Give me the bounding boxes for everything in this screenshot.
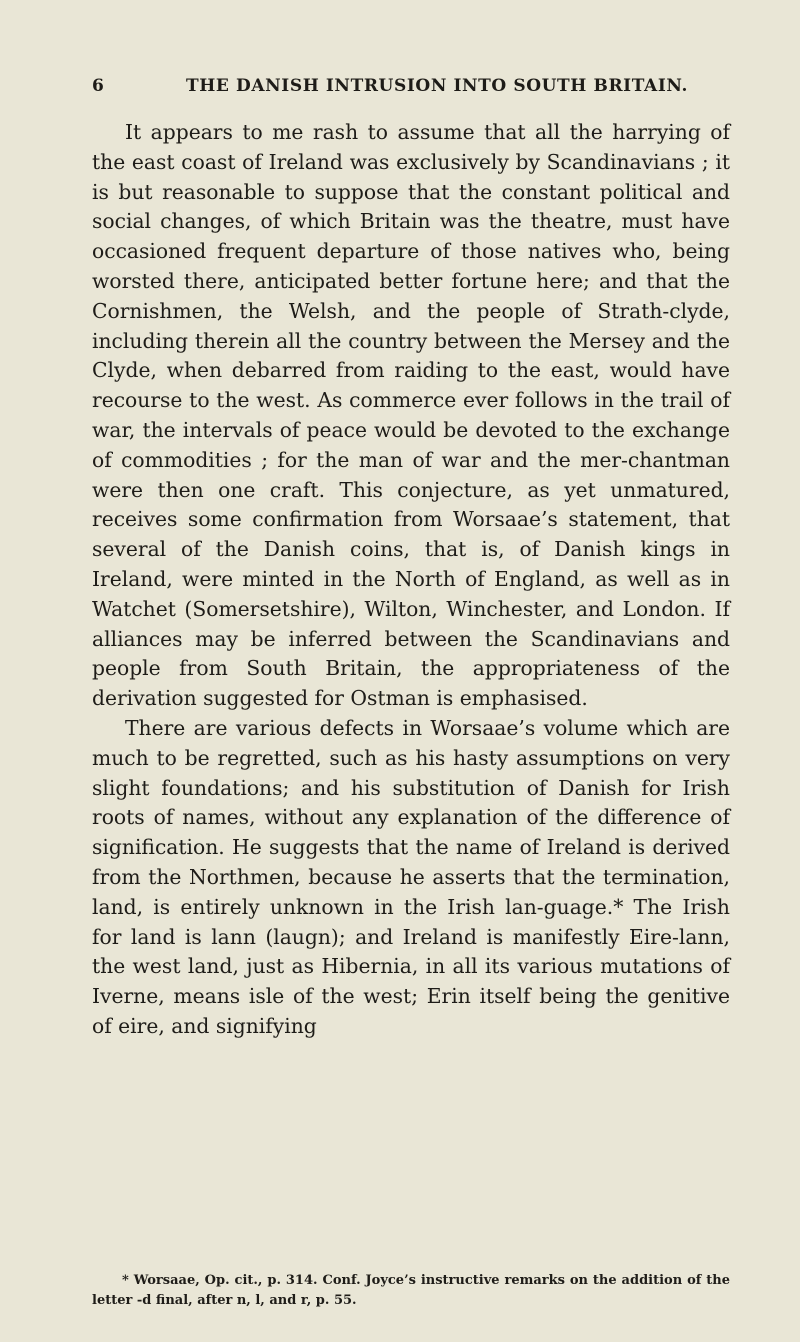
page-number: 6 [92,76,105,96]
page-header [92,76,732,106]
body-text [92,118,730,1042]
footnote [92,1271,730,1311]
paragraph-2: There are various defects in Worsaae’s volume which are much to be regretted, such as his hasty assumptions on very slight foundations; and his substitution of Danish for Irish roots of names, without any explanation of the difference of signification. He suggests that the name of Ireland is derived from the Northmen, because he asserts that the termination, land, is entirely unknown in the Irish lan-guage.* The Irish for land is lann (laugn); and Ireland is manifestly Eire-lann, the west land, just as Hibernia, in all its various mutations of Iverne, means isle of the west; Erin itself being the genitive of eire, and signifying [92,715,730,1038]
paragraph-1: It appears to me rash to assume that all the harrying of the east coast of Ireland was exclusively by Scandinavians ; it is but reasonable to suppose that the constant political and social changes, of which Britain was the theatre, must have occasioned frequent departure of those natives who, being worsted there, anticipated better fortune here; and that the Cornishmen, the Welsh, and the people of Strath-clyde, including therein all the country between the Mersey and the Clyde, when debarred from raiding to the east, would have recourse to the west. As commerce ever follows in the trail of war, the intervals of peace would be devoted to the exchange of commodities ; for the man of war and the mer-chantman were then one craft. This conjecture, as yet unmatured, receives some confirmation from Worsaae’s statement, that several of the Danish coins, that is, of Danish kings in Ireland, were minted in the North of England, as well as in Watchet (Somersetshire), Wilton, Winchester, and London. If alliances may be inferred between the Scandinavians and people from South Britain, the appropriateness of the derivation suggested for Ostman is emphasised. [92,120,730,711]
footnote-text: * Worsaae, Op. cit., p. 314. Conf. Joyce’s instructive remarks on the addition of the letter -d final, after n, l, and r, p. 55. [92,1273,730,1308]
running-title: THE DANISH INTRUSION INTO SOUTH BRITAIN. [186,76,688,96]
